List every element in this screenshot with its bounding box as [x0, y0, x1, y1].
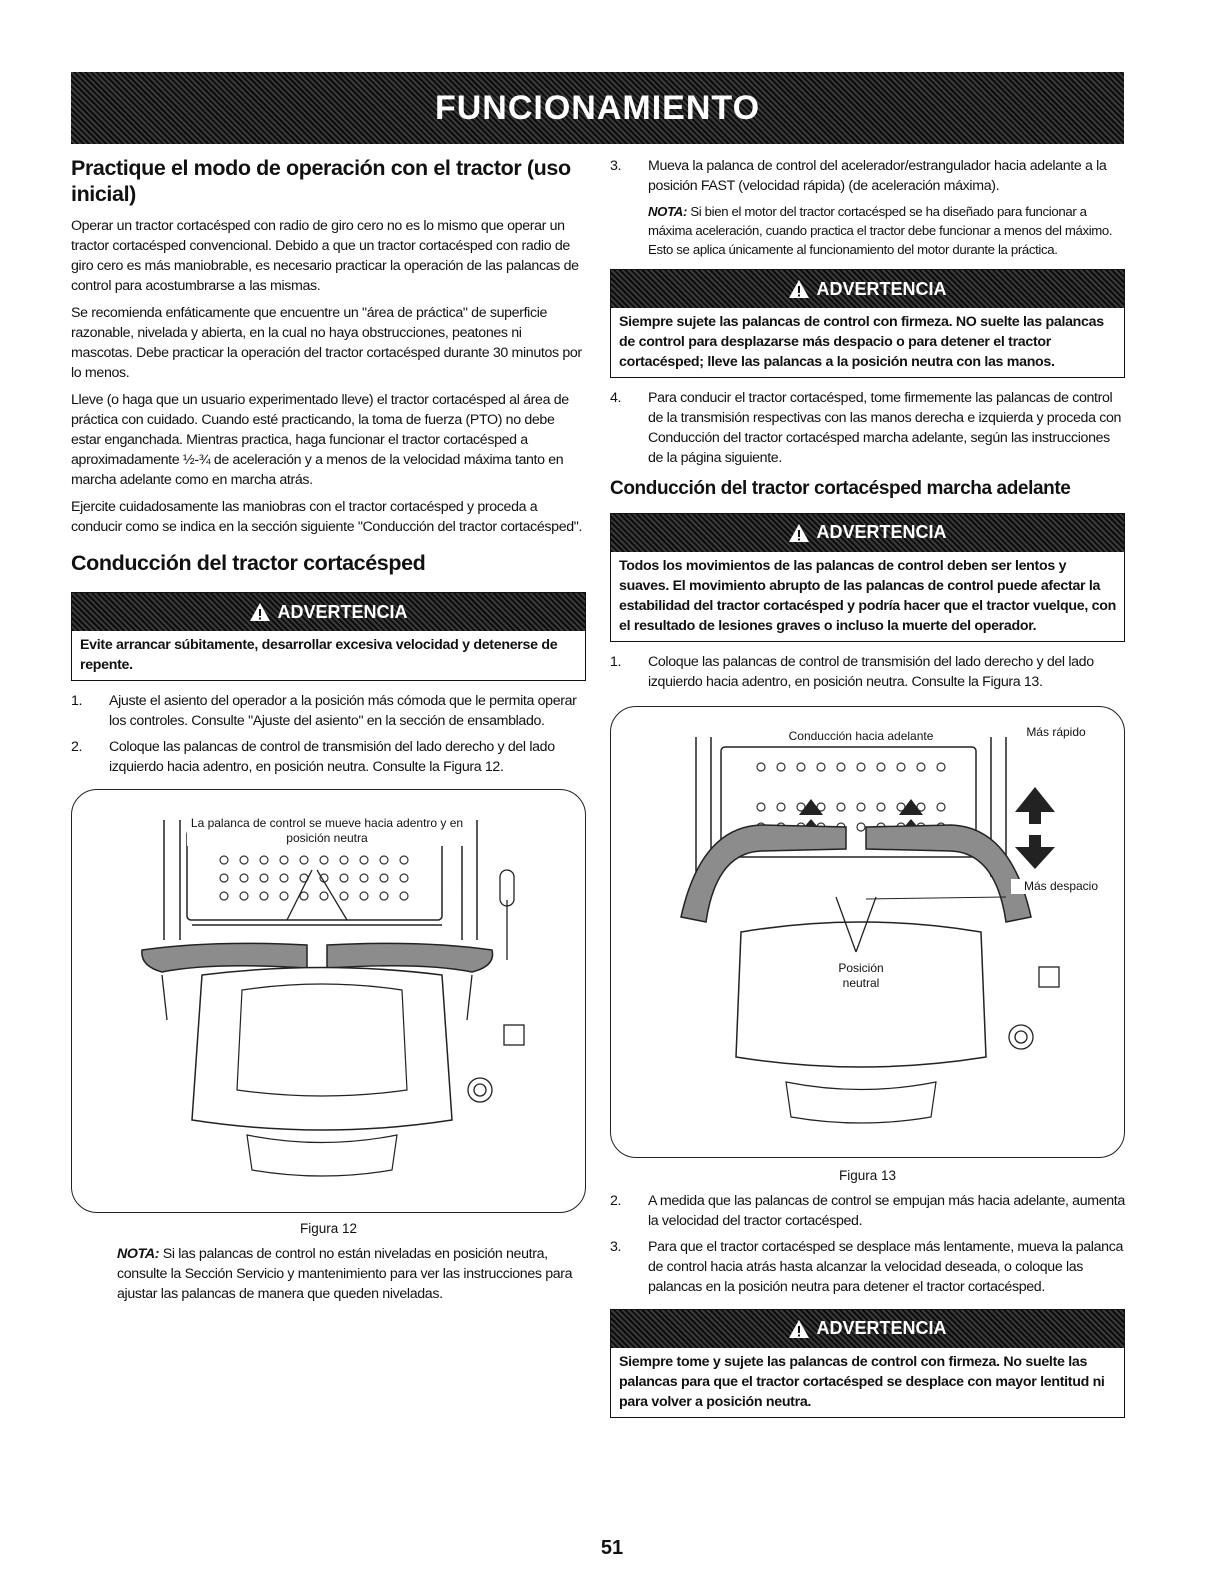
- figure-12-label: La palanca de control se mueve hacia adentro y en posición neutra: [187, 816, 467, 846]
- warning-text: Siempre tome y sujete las palancas de control con firmeza. No suelte las palancas para que el tractor cortacésped se desplace con mayor lentitud ni para volver a posición neutra.: [619, 1353, 1105, 1410]
- warning-header: [611, 1310, 1124, 1348]
- warning-triangle-icon: [788, 523, 810, 543]
- list-item: 3. Para que el tractor cortacésped se desplace más lentamente, mueva la palanca de control hacia atrás hasta alcanzar la velocidad deseada, o coloque las palancas en la posición neutra para detener el tractor cortacésped.: [610, 1238, 1123, 1295]
- neutral-label: Posición neutral: [838, 960, 884, 990]
- note: [610, 202, 1125, 259]
- left-column: [71, 156, 586, 1312]
- slower-label: Más despacio: [1011, 879, 1111, 894]
- warning-triangle-icon: [249, 602, 271, 622]
- section-banner: [71, 72, 1124, 144]
- steps-list: [610, 652, 1125, 692]
- tractor-controls-illustration: [72, 790, 584, 1212]
- note: [71, 1244, 586, 1304]
- warning-header: [72, 593, 585, 631]
- warning-label: ADVERTENCIA: [816, 1318, 947, 1339]
- figure-12: [71, 789, 586, 1213]
- paragraph: Operar un tractor cortacésped con radio de giro cero no es lo mismo que operar un tractor cortacésped convencional. Debido a que un tractor cortacésped con radio de giro cero es más maniobrable, es necesario practicar la operación de las palancas de control para acostumbrarse a las mismas.: [71, 217, 579, 294]
- warning-triangle-icon: [788, 279, 810, 299]
- warning-text: Todos los movimientos de las palancas de control deben ser lentos y suaves. El movimiento abrupto de las palancas de control puede afectar la estabilidad del tractor cortacésped y podría hacer que el tractor vuelque, con el resultado de lesiones graves o incluso la muerte del operador.: [619, 557, 1116, 634]
- warning-header: [611, 514, 1124, 552]
- steps-list: [610, 388, 1125, 468]
- paragraph: Se recomienda enfáticamente que encuentre un "área de práctica" de superficie razonable, nivelada y abierta, en la cual no haya obstrucciones, peatones ni mascotas. Debe practicar la operación del tractor cortacésped durante 30 minutos por lo menos.: [71, 304, 582, 381]
- figure-13-caption: Figura 13: [838, 1167, 897, 1183]
- driving-heading: Conducción del tractor cortacésped: [71, 550, 426, 575]
- tractor-controls-illustration: [611, 707, 1123, 1157]
- warning-label: ADVERTENCIA: [277, 601, 408, 622]
- faster-label: Más rápido: [1016, 725, 1096, 740]
- list-item: 2. Coloque las palancas de control de transmisión del lado derecho y del lado izquierdo hacia adentro, en posición neutra. Consulte la Figura 12.: [71, 739, 555, 776]
- warning-header: [611, 270, 1124, 308]
- list-item: 1. Ajuste el asiento del operador a la posición más cómoda que le permita operar los controles. Consulte "Ajuste del asiento" en la sección de ensamblado.: [71, 693, 577, 730]
- note-label: NOTA:: [117, 1246, 160, 1263]
- forward-label: Conducción hacia adelante: [761, 729, 961, 744]
- warning-triangle-icon: [788, 1319, 810, 1339]
- warning-text: Siempre sujete las palancas de control con firmeza. NO suelte las palancas de control para desplazarse más despacio o para detener el tractor cortacésped; lleve las palancas a la posición neutra con las manos.: [619, 314, 1104, 370]
- note-text: Si las palancas de control no están niveladas en posición neutra, consulte la Sección Servicio y mantenimiento para ver las instrucciones para ajustar las palancas de manera que queden niveladas.: [117, 1246, 573, 1303]
- warning-box: [610, 513, 1125, 642]
- warning-label: ADVERTENCIA: [816, 278, 947, 299]
- figure-12-caption: Figura 12: [299, 1221, 358, 1237]
- list-item: 4. Para conducir el tractor cortacésped, tome firmemente las palancas de control de la transmisión respectivas con las manos derecha e izquierda y proceda con Conducción del tractor cortacésped marcha adelante, según las instrucciones de la página siguiente.: [610, 390, 1122, 466]
- warning-box: [610, 1309, 1125, 1418]
- forward-heading: Conducción del tractor cortacésped marcha adelante: [610, 478, 1071, 499]
- section-title: FUNCIONAMIENTO: [434, 88, 761, 127]
- warning-box: [610, 269, 1125, 378]
- steps-list: [71, 691, 586, 777]
- paragraph: Lleve (o haga que un usuario experimentado lleve) el tractor cortacésped al área de práctica con cuidado. Cuando esté practicando, la toma de fuerza (PTO) no debe estar enganchada. Mientras practica, haga funcionar el tractor cortacésped a aproximadamente ½-¾ de aceleración y a menos de la velocidad máxima tanto en marcha adelante como en marcha atrás.: [71, 391, 569, 488]
- warning-box: [71, 592, 586, 681]
- list-item: 3. Mueva la palanca de control del acelerador/estrangulador hacia adelante a la posición FAST (velocidad rápida) (de aceleración máxima).: [610, 158, 1107, 194]
- page-number: 51: [600, 1537, 624, 1559]
- note-label: NOTA:: [648, 204, 688, 219]
- list-item: 2. A medida que las palancas de control se empujan más hacia adelante, aumenta la velocidad del tractor cortacésped.: [610, 1192, 1125, 1229]
- right-column: [610, 156, 1125, 1428]
- figure-13: [610, 706, 1125, 1158]
- steps-list: [610, 156, 1125, 196]
- warning-text: Evite arrancar súbitamente, desarrollar excesiva velocidad y detenerse de repente.: [80, 637, 558, 674]
- paragraph: Ejercite cuidadosamente las maniobras con el tractor cortacésped y proceda a conducir como se indica en la sección siguiente "Conducción del tractor cortacésped".: [71, 498, 583, 535]
- list-item: 1. Coloque las palancas de control de transmisión del lado derecho y del lado izquierdo hacia adentro, en posición neutra. Consulte la Figura 13.: [610, 653, 1094, 690]
- warning-label: ADVERTENCIA: [816, 522, 947, 543]
- note-text: Si bien el motor del tractor cortacésped se ha diseñado para funcionar a máxima aceleración, cuando practica el tractor debe funcionar a menos del máximo. Esto se aplica únicamente al funcionamiento del motor durante la práctica.: [648, 204, 1113, 257]
- practice-heading: Practique el modo de operación con el tractor (uso inicial): [71, 156, 571, 206]
- steps-list: [610, 1191, 1125, 1297]
